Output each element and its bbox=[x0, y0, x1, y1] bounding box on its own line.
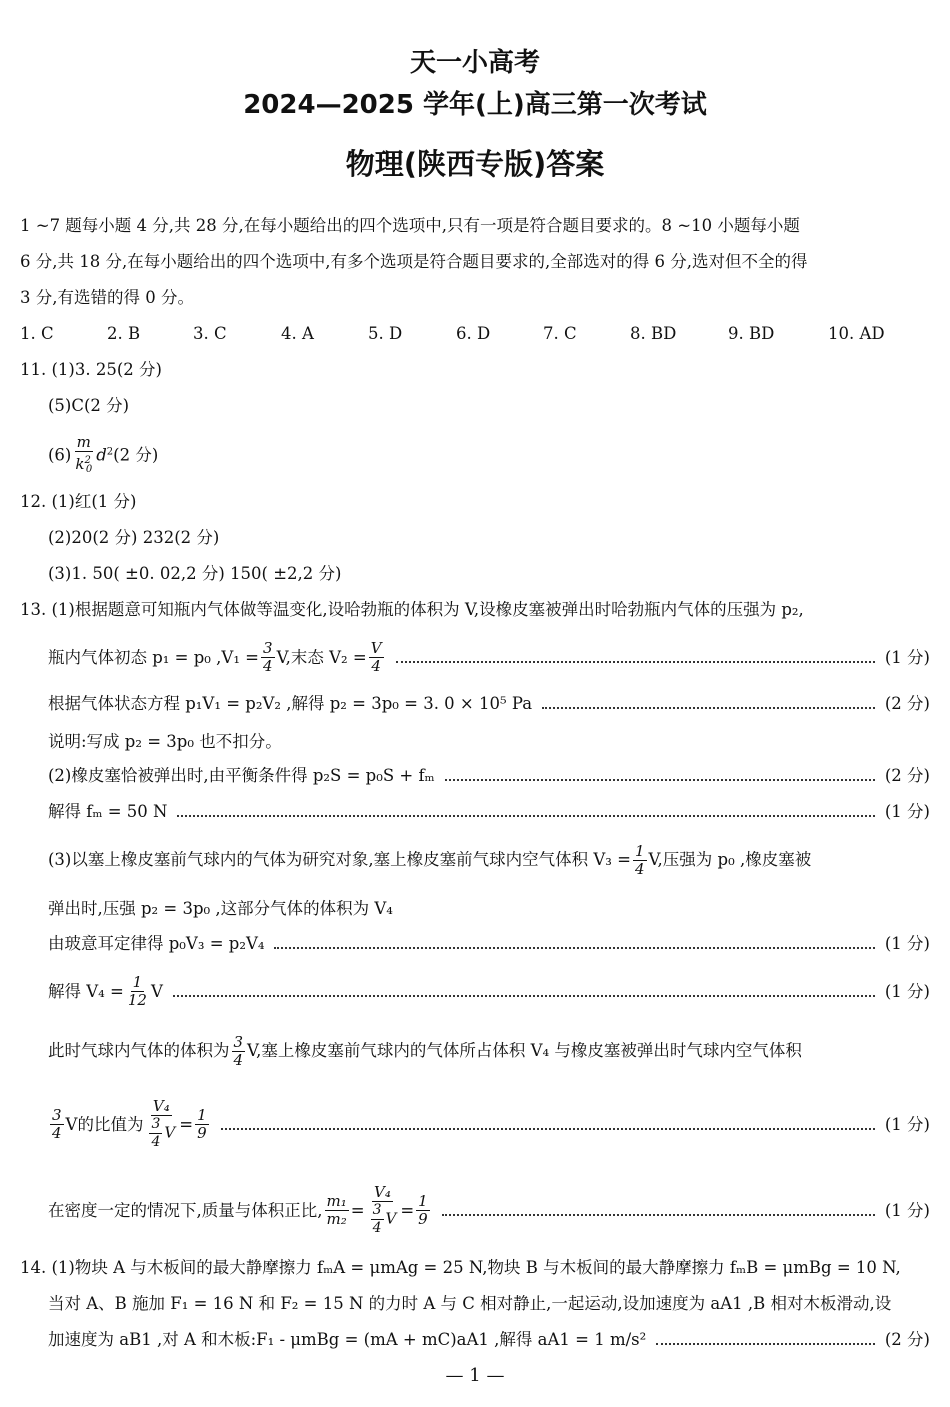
q13-line-12: $\frac{3}{4}$ V的比值为 V₄ $\frac{3}{4}$ V = $\frac{1}{9}$ (1 分) bbox=[52, 1097, 930, 1150]
intro-line-3: 3 分,有选错的得 0 分。 bbox=[20, 288, 194, 307]
q12-part2: (2)20(2 分) 232(2 分) bbox=[48, 528, 220, 547]
page-number: — 1 — bbox=[445, 1365, 505, 1386]
q13-line-1: 13. (1)根据题意可知瓶内气体做等温变化,设哈勃瓶的体积为 V,设橡皮塞被弹出时哈勃瓶内气体的压强为 p₂, bbox=[20, 600, 804, 619]
q13-line-7: (3)以塞上橡皮塞前气球内的气体为研究对象,塞上橡皮塞前气球内空气体积 V₃ = $\frac{1}{4}$ V,压强为 p₀ ,橡皮塞被 bbox=[48, 842, 812, 878]
q13-line-11: 此时气球内气体的体积为 $\frac{3}{4}$ V,塞上橡皮塞前气球内的气体所占体积 V₄ 与橡皮塞被弹出时气球内空气体积 bbox=[48, 1033, 802, 1069]
header-exam: 2024—2025 学年(上)高三第一次考试 bbox=[243, 90, 707, 120]
q12-part1: 12. (1)红(1 分) bbox=[20, 492, 137, 511]
q11-part1: 11. (1)3. 25(2 分) bbox=[20, 360, 162, 379]
q14-line-2: 当对 A、B 施加 F₁ = 16 N 和 F₂ = 15 N 的力时 A 与 C 相对静止,一起运动,设加速度为 aA1 ,B 相对木板滑动,设 bbox=[48, 1294, 892, 1313]
choice-answer: 1. C bbox=[20, 324, 54, 343]
choice-answer: 5. D bbox=[368, 324, 403, 343]
header-school: 天一小高考 bbox=[409, 48, 540, 78]
q13-line-9: 由玻意耳定律得 p₀V₃ = p₂V₄ (1 分) bbox=[48, 934, 930, 953]
header-subject: 物理(陕西专版)答案 bbox=[345, 147, 605, 181]
choice-answer: 3. C bbox=[193, 324, 227, 343]
choice-answer: 7. C bbox=[543, 324, 577, 343]
q13-line-3: 根据气体状态方程 p₁V₁ = p₂V₂ ,解得 p₂ = 3p₀ = 3. 0 × 10⁵ Pa (2 分) bbox=[48, 694, 930, 713]
q13-line-2: 瓶内气体初态 p₁ = p₀ ,V₁ = $\frac{3}{4}$ V,末态 V₂ = $\frac{V}{4}$ (1 分) bbox=[48, 639, 930, 675]
q13-line-10: 解得 V₄ = $\frac{1}{12}$ V (1 分) bbox=[48, 973, 930, 1009]
choice-answer: 6. D bbox=[456, 324, 491, 343]
choice-answer: 10. AD bbox=[828, 324, 885, 343]
q11-part6: (6) $\frac{m}{k^2_0}$ $d^2(2$ 分) bbox=[48, 433, 159, 475]
q13-line-8: 弹出时,压强 p₂ = 3p₀ ,这部分气体的体积为 V₄ bbox=[48, 899, 393, 918]
q13-line-4: 说明:写成 p₂ = 3p₀ 也不扣分。 bbox=[48, 732, 282, 751]
choice-answer: 9. BD bbox=[728, 324, 775, 343]
q14-line-3: 加速度为 aB1 ,对 A 和木板:F₁ - μmBg = (mA + mC)aA1 ,解得 aA1 = 1 m/s² (2 分) bbox=[48, 1330, 930, 1349]
intro-line-2: 6 分,共 18 分,在每小题给出的四个选项中,有多个选项是符合题目要求的,全部选对的得 6 分,选对但不全的得 bbox=[20, 252, 808, 271]
q12-part3: (3)1. 50( ±0. 02,2 分) 150( ±2,2 分) bbox=[48, 564, 342, 583]
intro-line-1: 1 ~7 题每小题 4 分,共 28 分,在每小题给出的四个选项中,只有一项是符合题目要求的。8 ~10 小题每小题 bbox=[20, 216, 800, 235]
q13-line-5: (2)橡皮塞恰被弹出时,由平衡条件得 p₂S = p₀S + fₘ (2 分) bbox=[48, 766, 930, 785]
q11-part5: (5)C(2 分) bbox=[48, 396, 130, 415]
choice-answer: 8. BD bbox=[630, 324, 677, 343]
q14-line-1: 14. (1)物块 A 与木板间的最大静摩擦力 fₘA = μmAg = 25 N,物块 B 与木板间的最大静摩擦力 fₘB = μmBg = 10 N, bbox=[20, 1258, 901, 1277]
choice-answer: 2. B bbox=[107, 324, 141, 343]
q13-line-6: 解得 fₘ = 50 N (1 分) bbox=[48, 802, 930, 821]
q13-line-13: 在密度一定的情况下,质量与体积正比, $\frac{\text{m₁}}{\text{m₂}}$ = V₄ $\frac{3}{4}$ V = $\frac{1}{9}$ (1 分) bbox=[48, 1183, 930, 1236]
choice-answer: 4. A bbox=[281, 324, 314, 343]
